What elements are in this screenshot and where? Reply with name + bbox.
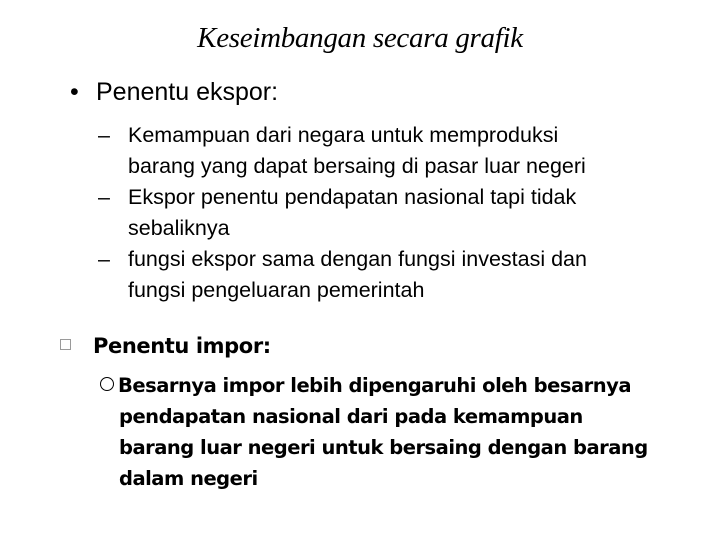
ekspor-heading: Penentu ekspor: [96,78,279,106]
ekspor-item [98,244,698,306]
ekspor-list [98,120,698,306]
ekspor-item-line: fungsi pengeluaran pemerintah [128,278,425,302]
impor-line: barang luar negeri untuk bersaing dengan barang [119,436,648,459]
bullet-dot-icon: • [70,78,79,106]
dash-bullet-icon: – [98,247,110,271]
impor-line [100,370,700,401]
impor-heading: Penentu impor: [93,334,271,358]
ekspor-item-line: sebaliknya [128,216,230,240]
dash-bullet-icon: – [98,123,110,147]
impor-body [100,370,700,494]
impor-line-text: Besarnya impor lebih dipengaruhi oleh besarnya [118,374,631,397]
impor-line: dalam negeri [119,467,258,490]
square-bullet-icon [60,339,71,350]
ekspor-item [98,120,698,182]
impor-line: pendapatan nasional dari pada kemampuan [119,405,583,428]
circle-bullet-icon [100,377,114,391]
ekspor-item-line: fungsi ekspor sama dengan fungsi investasi dan [128,247,587,271]
ekspor-item-line: Ekspor penentu pendapatan nasional tapi tidak [128,185,577,209]
ekspor-item [98,182,698,244]
ekspor-heading-row [70,78,278,107]
ekspor-item-line: barang yang dapat bersaing di pasar luar negeri [128,154,586,178]
ekspor-item-line: Kemampuan dari negara untuk memproduksi [128,123,559,147]
impor-heading-row [60,334,271,358]
dash-bullet-icon: – [98,185,110,209]
slide-title: Keseimbangan secara grafik [197,22,523,54]
